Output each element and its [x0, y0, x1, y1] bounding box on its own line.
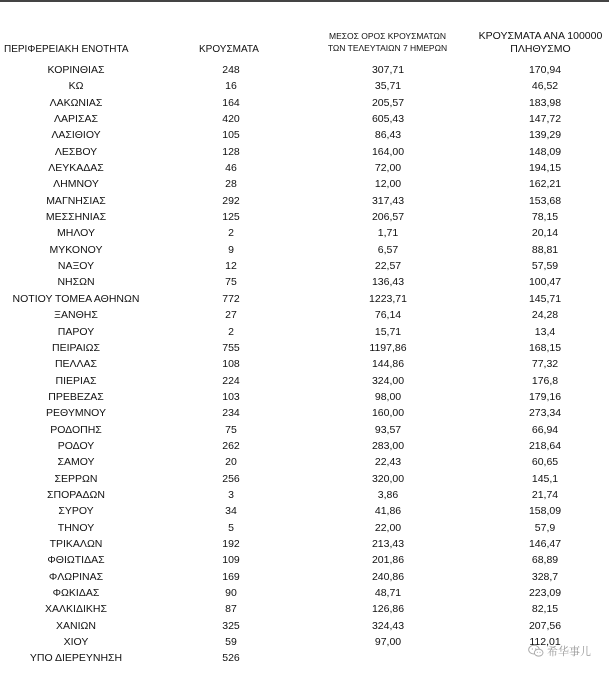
region-cell: ΦΘΙΩΤΙΔΑΣ	[47, 554, 105, 567]
region-cell: ΛΗΜΝΟΥ	[53, 178, 99, 191]
table-row	[0, 95, 609, 111]
per-100k-cell: 179,16	[528, 390, 562, 403]
avg-7-days-cell: 22,43	[374, 456, 402, 469]
cases-cell: 192	[222, 537, 240, 550]
region-cell: ΣΥΡΟΥ	[58, 505, 94, 518]
table-row	[0, 585, 609, 601]
region-cell: ΧΑΝΙΩΝ	[56, 619, 96, 632]
cases-cell: 108	[222, 358, 240, 371]
table-row	[0, 520, 609, 536]
cases-cell: 12	[225, 260, 237, 273]
per-100k-cell: 20,14	[531, 227, 559, 240]
cases-cell: 103	[222, 390, 240, 403]
region-cell: ΝΑΞΟΥ	[57, 260, 95, 273]
table-row	[0, 274, 609, 290]
region-cell: ΧΙΟΥ	[63, 636, 89, 649]
per-100k-cell: 158,09	[528, 505, 562, 518]
cases-cell: 248	[222, 64, 240, 76]
cases-cell: 262	[222, 439, 240, 452]
table-row	[0, 618, 609, 634]
table-row	[0, 503, 609, 519]
avg-7-days-cell: 97,00	[374, 636, 402, 649]
per-100k-cell: 68,89	[531, 554, 559, 567]
header-region: ΠΕΡΙΦΕΡΕΙΑΚΗ ΕΝΟΤΗΤΑ	[4, 44, 129, 55]
per-100k-cell: 218,64	[528, 439, 562, 452]
table-row	[0, 258, 609, 274]
avg-7-days-cell: 605,43	[371, 113, 405, 126]
per-100k-cell: 146,47	[528, 537, 562, 550]
table-row	[0, 601, 609, 617]
table-row	[0, 356, 609, 372]
table-row	[0, 176, 609, 192]
watermark	[528, 640, 608, 662]
avg-7-days-cell: 48,71	[374, 587, 402, 599]
region-cell: ΜΕΣΣΗΝΙΑΣ	[45, 211, 107, 224]
cases-cell: 105	[222, 129, 240, 142]
avg-7-days-cell: 3,86	[377, 488, 399, 501]
region-cell: ΦΛΩΡΙΝΑΣ	[48, 570, 104, 583]
per-100k-cell: 273,34	[528, 407, 562, 420]
per-100k-cell: 328,7	[531, 570, 559, 583]
cases-cell: 109	[222, 554, 240, 567]
table-row	[0, 193, 609, 209]
cases-cell: 526	[222, 652, 240, 665]
table-row	[0, 242, 609, 258]
region-cell: ΣΑΜΟΥ	[57, 456, 95, 469]
cases-cell: 5	[228, 521, 234, 534]
avg-7-days-cell: 206,57	[371, 211, 405, 224]
cases-cell: 234	[222, 407, 240, 420]
avg-7-days-cell: 98,00	[374, 390, 402, 403]
cases-cell: 169	[222, 570, 240, 583]
region-cell: ΜΗΛΟΥ	[57, 227, 95, 240]
per-100k-cell: 170,94	[528, 64, 562, 76]
per-100k-cell: 57,9	[534, 521, 556, 534]
region-cell: ΜΥΚΟΝΟΥ	[49, 243, 103, 256]
per-100k-cell: 77,32	[531, 358, 559, 371]
region-cell: ΧΑΛΚΙΔΙΚΗΣ	[45, 603, 107, 616]
avg-7-days-cell: 1197,86	[369, 341, 407, 354]
avg-7-days-cell: 324,43	[371, 619, 405, 632]
avg-7-days-cell: 22,00	[374, 521, 402, 534]
per-100k-cell: 168,15	[528, 341, 562, 354]
table-row	[0, 307, 609, 323]
region-cell: ΠΕΙΡΑΙΩΣ	[52, 341, 100, 354]
region-cell: ΡΟΔΟΠΗΣ	[50, 423, 102, 436]
cases-cell: 90	[225, 587, 237, 599]
region-cell: ΝΟΤΙΟΥ ΤΟΜΕΑ ΑΘΗΝΩΝ	[12, 292, 140, 305]
cases-cell: 292	[222, 194, 240, 207]
per-100k-cell: 24,28	[531, 309, 559, 322]
cases-cell: 20	[225, 456, 237, 469]
region-cell: ΝΗΣΩΝ	[57, 276, 95, 289]
table-row	[0, 454, 609, 470]
table-row	[0, 471, 609, 487]
per-100k-cell: 183,98	[528, 96, 562, 109]
cases-cell: 9	[228, 243, 234, 256]
region-cell: ΜΑΓΝΗΣΙΑΣ	[46, 194, 106, 207]
avg-7-days-cell: 320,00	[371, 472, 405, 485]
cases-cell: 755	[222, 341, 240, 354]
avg-7-days-cell: 240,86	[371, 570, 405, 583]
cases-cell: 28	[225, 178, 237, 191]
avg-7-days-cell: 144,86	[371, 358, 405, 371]
header-avg-line-1: ΜΕΣΟΣ ΟΡΟΣ ΚΡΟΥΣΜΑΤΩΝ	[329, 31, 446, 41]
region-cell: ΛΑΡΙΣΑΣ	[54, 113, 98, 126]
watermark-text: 希华事儿	[547, 645, 591, 658]
table-row	[0, 487, 609, 503]
avg-7-days-cell: 15,71	[374, 325, 402, 338]
per-100k-cell: 147,72	[528, 113, 562, 126]
per-100k-cell: 207,56	[528, 619, 562, 632]
top-border-line	[0, 0, 609, 2]
table-row	[0, 405, 609, 421]
region-cell: ΤΡΙΚΑΛΩΝ	[49, 537, 103, 550]
region-cell: ΛΑΚΩΝΙΑΣ	[49, 96, 103, 109]
table-row	[0, 389, 609, 405]
cases-cell: 325	[222, 619, 240, 632]
region-cell: ΤΗΝΟΥ	[57, 521, 95, 534]
cases-cell: 46	[225, 162, 237, 175]
per-100k-cell: 82,15	[531, 603, 559, 616]
per-100k-cell: 13,4	[534, 325, 556, 338]
cases-cell: 2	[228, 325, 234, 338]
avg-7-days-cell: 76,14	[374, 309, 402, 322]
cases-cell: 125	[222, 211, 240, 224]
avg-7-days-cell: 164,00	[371, 145, 405, 158]
table-row	[0, 127, 609, 143]
table-row	[0, 536, 609, 552]
cases-cell: 27	[225, 309, 237, 322]
cases-cell: 75	[225, 423, 237, 436]
region-cell: ΚΩ	[68, 80, 84, 93]
avg-7-days-cell: 22,57	[374, 260, 402, 273]
avg-7-days-cell: 136,43	[371, 276, 405, 289]
avg-7-days-cell: 72,00	[374, 162, 402, 175]
region-cell: ΛΑΣΙΘΙΟΥ	[51, 129, 101, 142]
avg-7-days-cell: 205,57	[371, 96, 405, 109]
table-row	[0, 62, 609, 78]
header-cases: ΚΡΟΥΣΜΑΤΑ	[199, 44, 259, 55]
table-row	[0, 291, 609, 307]
cases-cell: 59	[225, 636, 237, 649]
cases-cell: 224	[222, 374, 240, 387]
per-100k-cell: 88,81	[531, 243, 559, 256]
avg-7-days-cell: 6,57	[377, 243, 399, 256]
per-100k-cell: 176,8	[531, 374, 559, 387]
per-100k-cell: 139,29	[528, 129, 562, 142]
region-cell: ΣΕΡΡΩΝ	[54, 472, 98, 485]
avg-7-days-cell: 213,43	[371, 537, 405, 550]
avg-7-days-cell: 41,86	[374, 505, 402, 518]
avg-7-days-cell: 307,71	[371, 64, 405, 76]
table-row	[0, 373, 609, 389]
cases-cell: 3	[228, 488, 234, 501]
header-avg-7-days	[305, 30, 470, 54]
per-100k-cell: 194,15	[528, 162, 562, 175]
cases-cell: 75	[225, 276, 237, 289]
region-cell: ΠΑΡΟΥ	[57, 325, 95, 338]
table-row	[0, 78, 609, 94]
data-table-body	[0, 62, 609, 667]
table-row	[0, 552, 609, 568]
region-cell: ΛΕΥΚΑΔΑΣ	[48, 162, 104, 175]
region-cell: ΡΕΘΥΜΝΟΥ	[45, 407, 106, 420]
cases-cell: 164	[222, 96, 240, 109]
table-row	[0, 634, 609, 650]
per-100k-cell: 162,21	[528, 178, 562, 191]
table-row	[0, 144, 609, 160]
per-100k-cell: 112,01	[529, 636, 561, 649]
table-row	[0, 324, 609, 340]
header-cases-per-100k	[468, 30, 609, 56]
per-100k-cell: 78,15	[531, 211, 559, 224]
table-row	[0, 422, 609, 438]
avg-7-days-cell: 126,86	[371, 603, 405, 616]
header-per100k-line-1: ΚΡΟΥΣΜΑΤΑ ΑΝΑ 100000	[478, 30, 603, 42]
table-row	[0, 209, 609, 225]
cases-cell: 87	[225, 603, 237, 616]
table-row	[0, 160, 609, 176]
cases-cell: 128	[222, 145, 240, 158]
cases-cell: 420	[222, 113, 240, 126]
region-cell: ΠΙΕΡΙΑΣ	[55, 374, 97, 387]
per-100k-cell: 153,68	[528, 194, 562, 207]
cases-cell: 2	[228, 227, 234, 240]
table-row	[0, 225, 609, 241]
table-row	[0, 569, 609, 585]
table-row	[0, 438, 609, 454]
wechat-icon	[528, 644, 544, 658]
region-cell: ΣΠΟΡΑΔΩΝ	[47, 488, 105, 501]
per-100k-cell: 21,74	[531, 488, 559, 501]
per-100k-cell: 223,09	[528, 587, 562, 599]
region-cell: ΛΕΣΒΟΥ	[54, 145, 98, 158]
avg-7-days-cell: 86,43	[374, 129, 402, 142]
per-100k-cell: 60,65	[531, 456, 559, 469]
cases-cell: 256	[222, 472, 240, 485]
region-cell: ΠΕΛΛΑΣ	[54, 358, 98, 371]
cases-cell: 34	[225, 505, 237, 518]
avg-7-days-cell: 283,00	[371, 439, 405, 452]
region-cell: ΥΠΟ ΔΙΕΡΕΥΝΗΣΗ	[29, 652, 123, 665]
avg-7-days-cell: 160,00	[371, 407, 405, 420]
per-100k-cell: 46,52	[531, 80, 559, 93]
cases-cell: 16	[225, 80, 237, 93]
avg-7-days-cell: 35,71	[374, 80, 402, 93]
per-100k-cell: 100,47	[528, 276, 562, 289]
table-row	[0, 650, 609, 666]
avg-7-days-cell: 93,57	[374, 423, 402, 436]
avg-7-days-cell: 317,43	[371, 194, 405, 207]
avg-7-days-cell: 1,71	[377, 227, 399, 240]
avg-7-days-cell: 1223,71	[369, 292, 407, 305]
cases-cell: 772	[222, 292, 240, 305]
per-100k-cell: 66,94	[531, 423, 559, 436]
region-cell: ΠΡΕΒΕΖΑΣ	[48, 390, 104, 403]
region-cell: ΚΟΡΙΝΘΙΑΣ	[47, 64, 105, 76]
avg-7-days-cell: 12,00	[374, 178, 402, 191]
header-avg-line-2: ΤΩΝ ΤΕΛΕΥΤΑΙΩΝ 7 ΗΜΕΡΩΝ	[327, 43, 448, 53]
per-100k-cell: 57,59	[531, 260, 559, 273]
table-row	[0, 340, 609, 356]
avg-7-days-cell: 201,86	[371, 554, 405, 567]
region-cell: ΞΑΝΘΗΣ	[54, 309, 98, 322]
per-100k-cell: 145,1	[531, 472, 559, 485]
header-per100k-line-2: ΠΛΗΘΥΣΜΟ	[510, 43, 571, 55]
region-cell: ΦΩΚΙΔΑΣ	[52, 587, 100, 599]
avg-7-days-cell: 324,00	[371, 374, 405, 387]
table-row	[0, 111, 609, 127]
per-100k-cell: 148,09	[528, 145, 562, 158]
region-cell: ΡΟΔΟΥ	[57, 439, 95, 452]
per-100k-cell: 145,71	[528, 292, 562, 305]
